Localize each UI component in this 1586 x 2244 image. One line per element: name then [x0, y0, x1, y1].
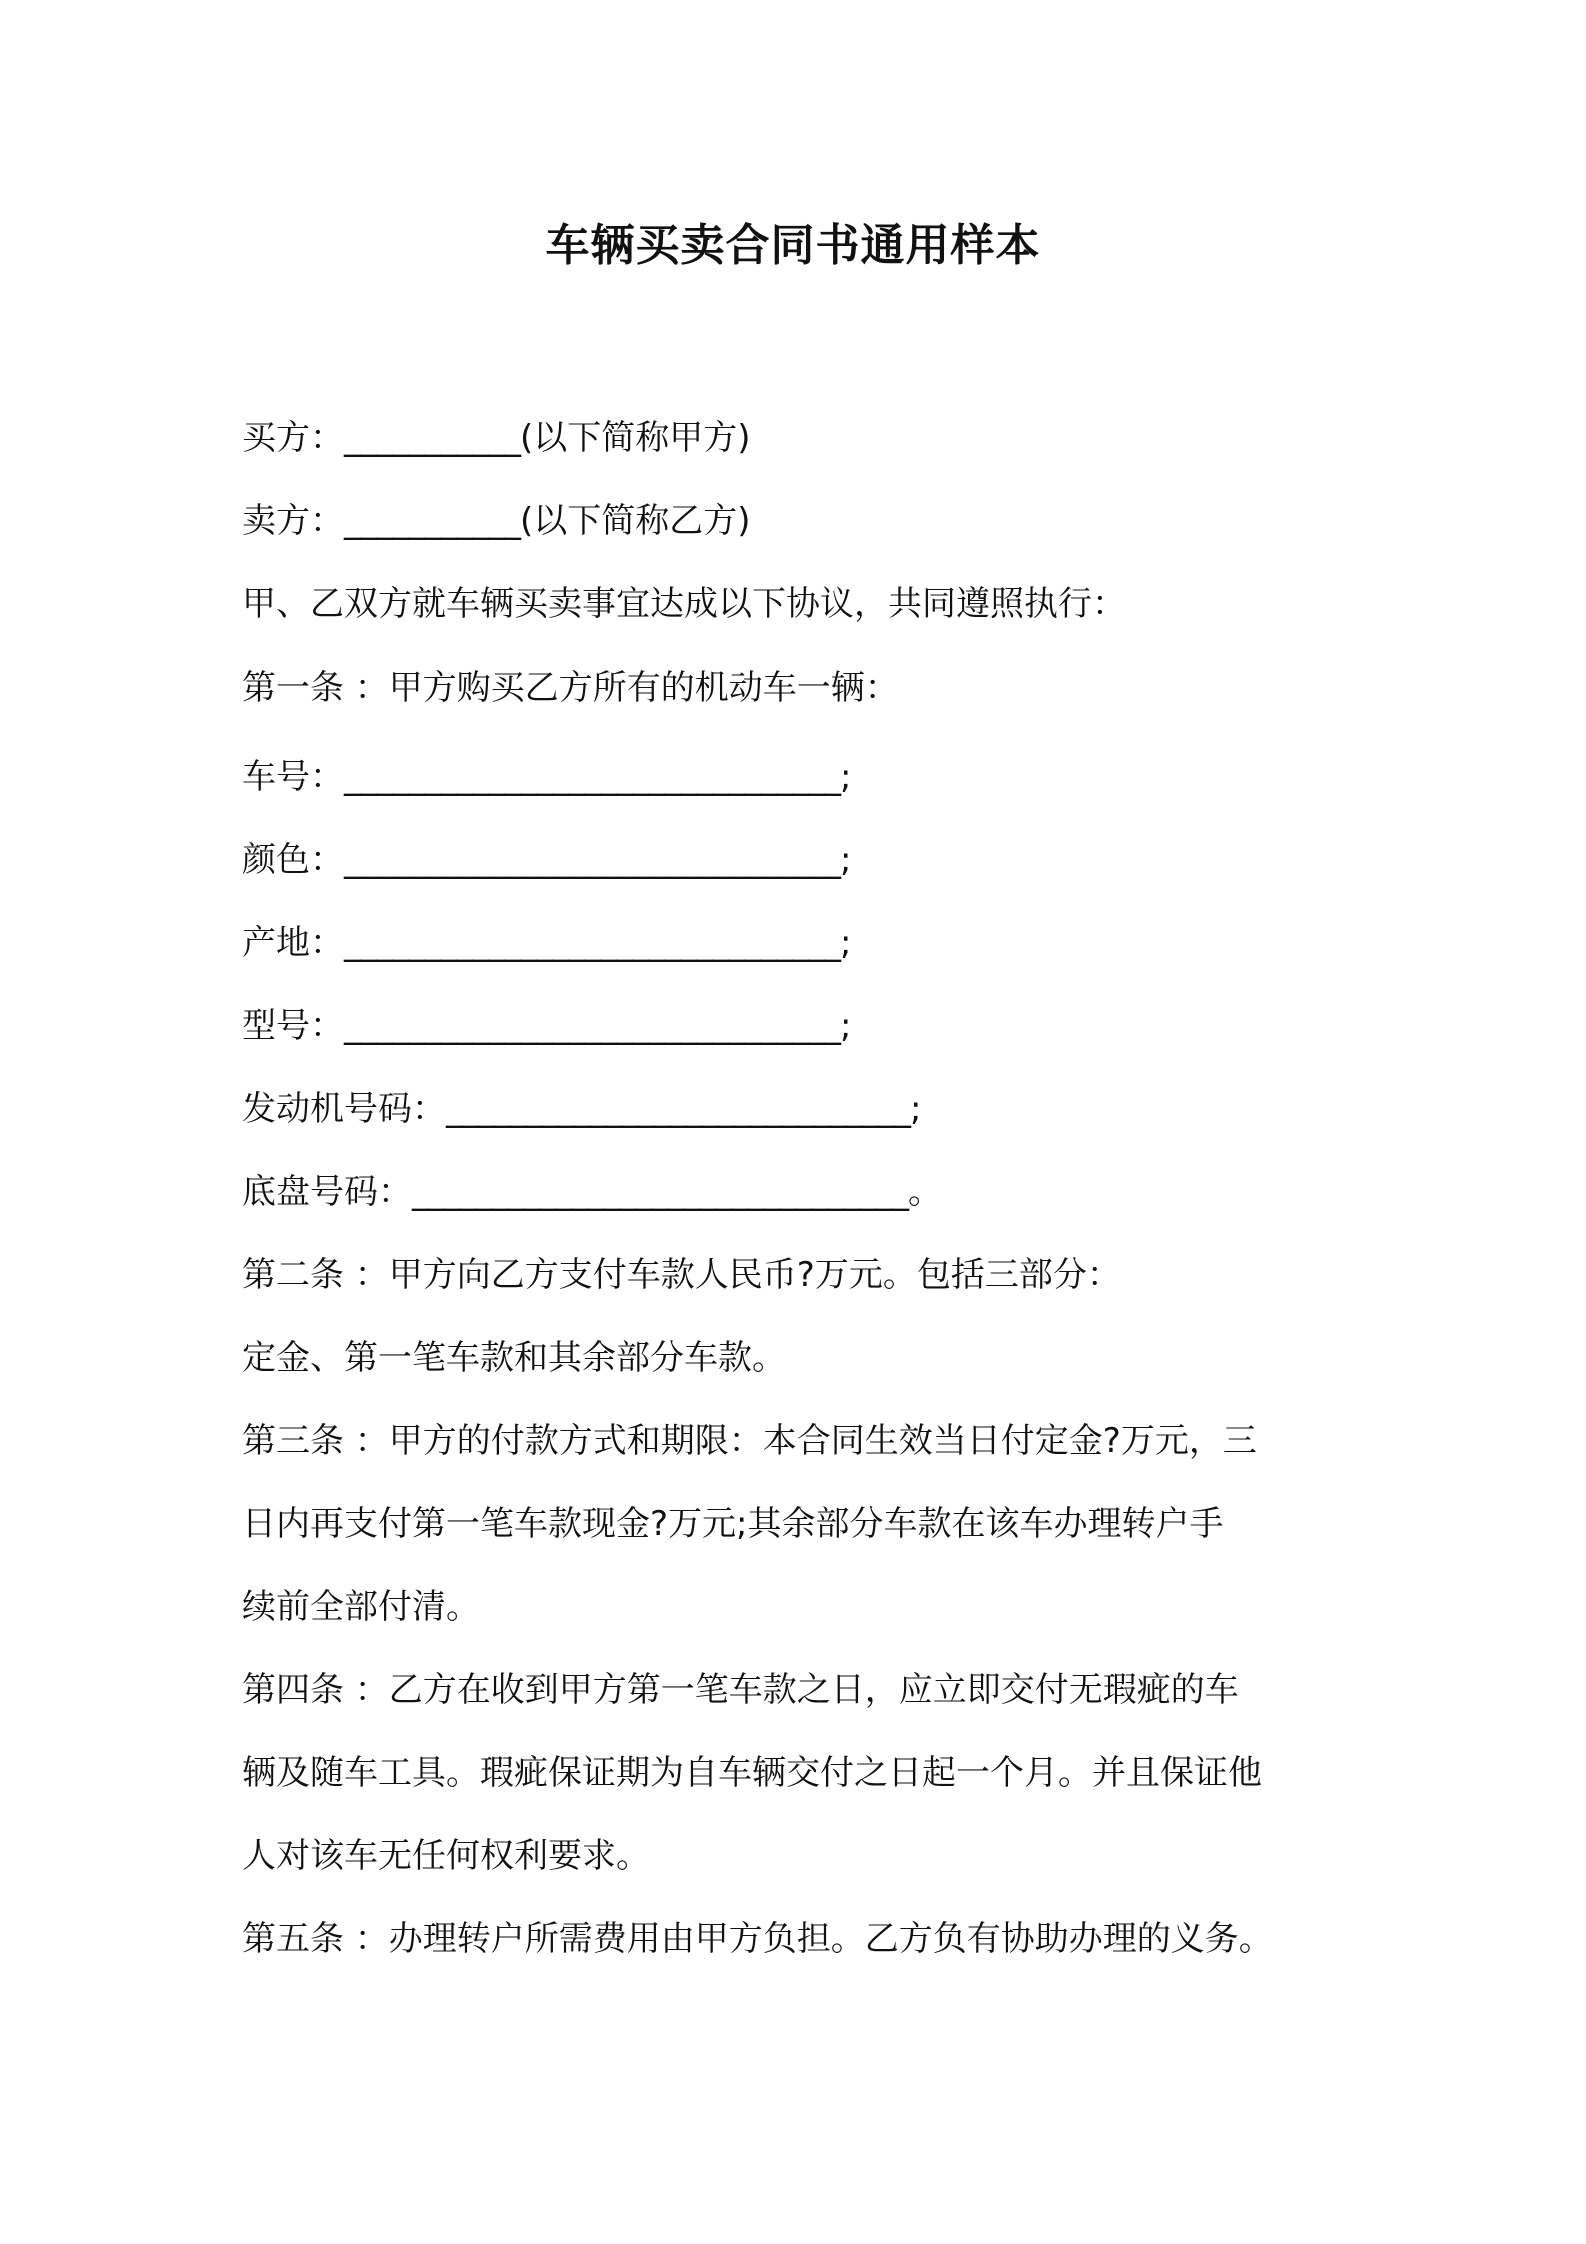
field-end: ;	[840, 840, 852, 880]
field-color	[242, 836, 851, 884]
seller-blank: ___________	[344, 501, 520, 541]
article-3-line-2: 日内再支付第一笔车款现金?万元;其余部分车款在该车办理转户手	[242, 1504, 1224, 1544]
field-plate-number	[242, 753, 851, 801]
field-engine-number	[242, 1085, 921, 1133]
article-1: 第一条 ：甲方购买乙方所有的机动车一辆：	[242, 668, 899, 708]
buyer-blank: ___________	[344, 418, 520, 458]
field-label: 底盘号码：	[242, 1172, 412, 1212]
buyer-suffix: (以下简称甲方)	[520, 418, 751, 458]
field-end: ;	[840, 923, 852, 963]
article-4-line-2: 辆及随车工具。瑕疵保证期为自车辆交付之日起一个月。并且保证他	[242, 1753, 1262, 1793]
buyer-line	[242, 414, 751, 462]
article-3-line-1: 第三条 ：甲方的付款方式和期限：本合同生效当日付定金?万元，三	[242, 1421, 1257, 1461]
article-3-line-3: 续前全部付清。	[242, 1587, 480, 1627]
field-label: 车号：	[242, 757, 344, 797]
field-label: 产地：	[242, 923, 344, 963]
article-2-line-2: 定金、第一笔车款和其余部分车款。	[242, 1338, 786, 1378]
field-end: ;	[840, 757, 852, 797]
buyer-label: 买方：	[242, 418, 344, 458]
preamble: 甲、乙双方就车辆买卖事宜达成以下协议，共同遵照执行：	[242, 584, 1126, 624]
field-label: 发动机号码：	[242, 1089, 446, 1129]
field-label: 型号：	[242, 1006, 344, 1046]
field-label: 颜色：	[242, 840, 344, 880]
seller-line	[242, 497, 751, 545]
field-model	[242, 1002, 851, 1050]
seller-label: 卖方：	[242, 501, 344, 541]
field-end: ;	[840, 1006, 852, 1046]
article-5-line-1: 第五条 ：办理转户所需费用由甲方负担。乙方负有协助办理的义务。	[242, 1919, 1273, 1959]
field-blank: _______________________________	[344, 1006, 840, 1046]
seller-suffix: (以下简称乙方)	[520, 501, 751, 541]
field-blank: _______________________________	[344, 757, 840, 797]
field-end: 。	[908, 1172, 942, 1212]
field-origin	[242, 919, 851, 967]
field-end: ;	[910, 1089, 922, 1129]
field-blank: _______________________________	[344, 840, 840, 880]
field-blank: _____________________________	[446, 1089, 910, 1129]
article-4-line-3: 人对该车无任何权利要求。	[242, 1836, 650, 1876]
field-blank: _______________________________	[344, 923, 840, 963]
article-4-line-1: 第四条 ：乙方在收到甲方第一笔车款之日，应立即交付无瑕疵的车	[242, 1670, 1239, 1710]
document-title: 车辆买卖合同书通用样本	[545, 220, 1041, 271]
article-2-line-1: 第二条 ：甲方向乙方支付车款人民币?万元。包括三部分：	[242, 1255, 1121, 1295]
field-blank: _______________________________	[412, 1172, 908, 1212]
field-chassis-number	[242, 1168, 942, 1216]
